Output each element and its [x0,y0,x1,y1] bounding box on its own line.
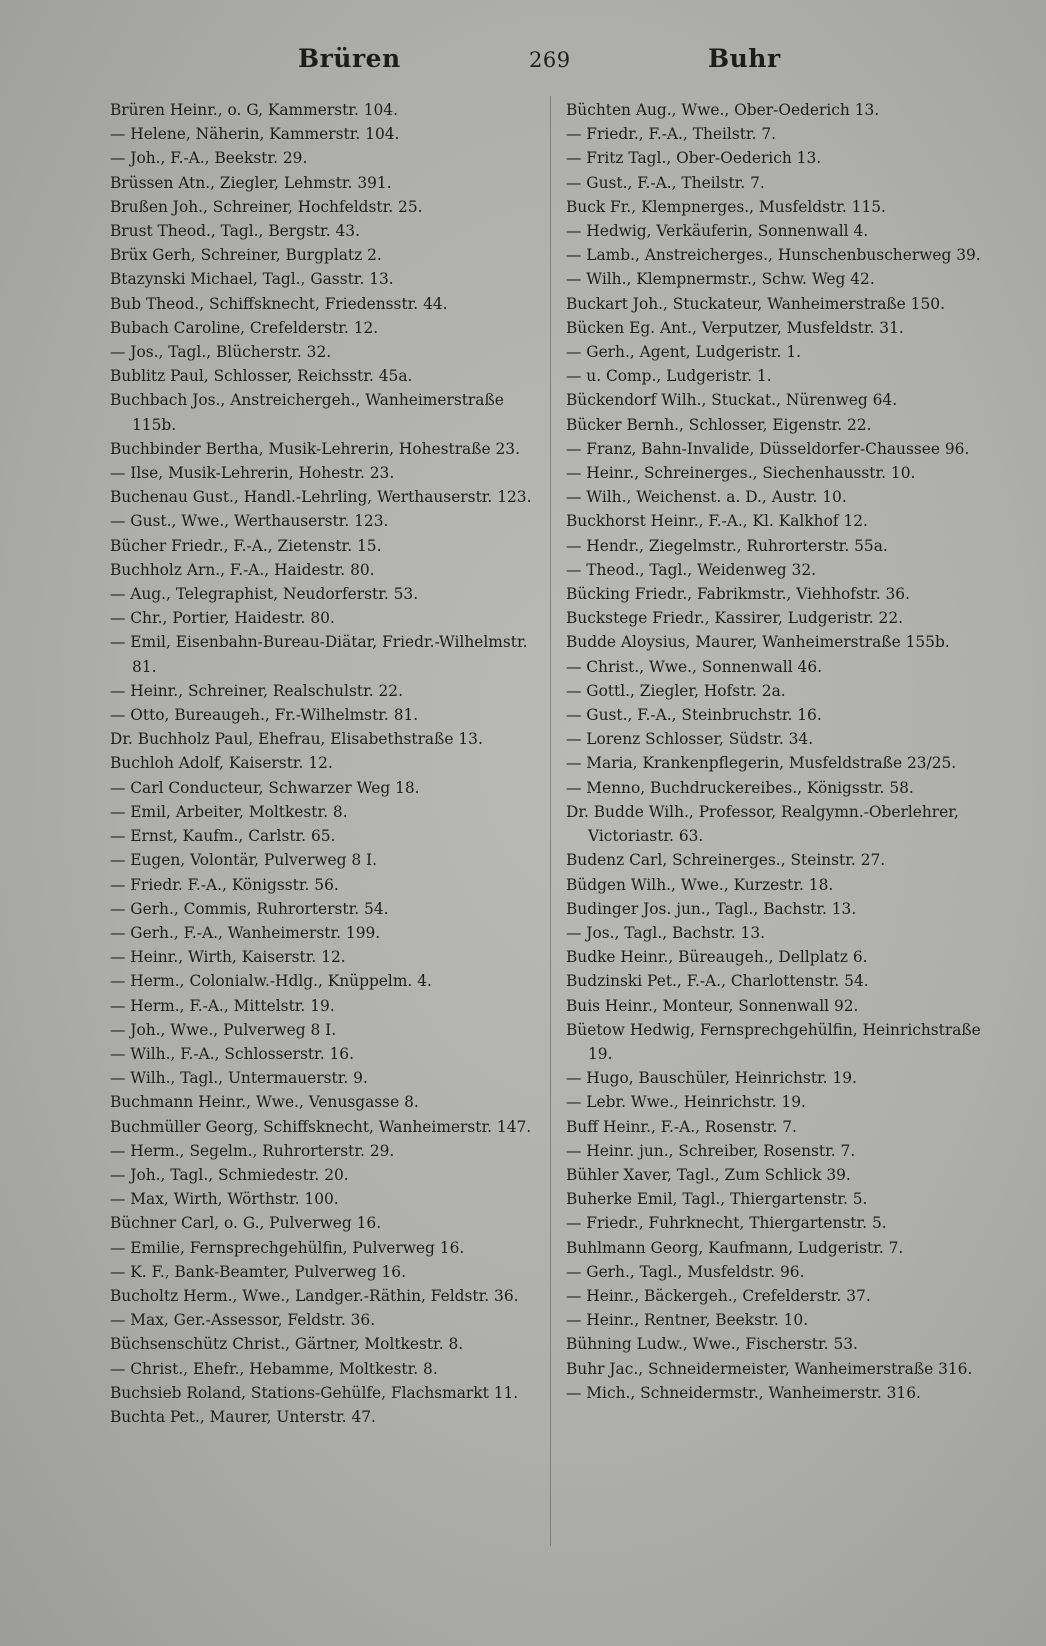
directory-entry: Brußen Joh., Schreiner, Hochfeldstr. 25. [110,197,423,216]
directory-entry: — Herm., Colonialw.-Hdlg., Knüppelm. 4. [110,972,432,991]
directory-entry: Buck Fr., Klempnerges., Musfeldstr. 115. [566,197,886,216]
directory-entry: Dr. Buchholz Paul, Ehefrau, Elisabethstraße 13. [110,730,483,749]
directory-entry: — Heinr. jun., Schreiber, Rosenstr. 7. [566,1141,856,1160]
directory-entry: — Max, Wirth, Wörthstr. 100. [110,1190,339,1209]
directory-entry: Brust Theod., Tagl., Bergstr. 43. [110,222,360,241]
running-head-first-name: Brüren [298,44,401,73]
directory-entry: Buchholz Arn., F.-A., Haidestr. 80. [110,560,375,579]
directory-entry: Bücher Friedr., F.-A., Zietenstr. 15. [110,536,382,555]
directory-entry: Büchsenschütz Christ., Gärtner, Moltkestr. 8. [110,1335,464,1354]
running-head-last-name: Buhr [708,44,781,73]
directory-entry: — u. Comp., Ludgeristr. 1. [566,367,772,386]
directory-entry: — Hugo, Bauschüler, Heinrichstr. 19. [566,1069,857,1088]
directory-entry: — Emil, Arbeiter, Moltkestr. 8. [110,802,348,821]
directory-entry: Buff Heinr., F.-A., Rosenstr. 7. [566,1117,797,1136]
right-column [566,98,991,1405]
directory-entry: Buherke Emil, Tagl., Thiergartenstr. 5. [566,1190,868,1209]
directory-entry: — Joh., F.-A., Beekstr. 29. [110,149,308,168]
directory-entry: — Friedr. F.-A., Königsstr. 56. [110,875,339,894]
directory-entry: — Gust., F.-A., Steinbruchstr. 16. [566,706,822,725]
directory-entry: — Gerh., Commis, Ruhrorterstr. 54. [110,899,389,918]
directory-entry: Btazynski Michael, Tagl., Gasstr. 13. [110,270,394,289]
directory-entry: Dr. Budde Wilh., Professor, Realgymn.-Oberlehrer, Victoriastr. 63. [566,802,959,846]
directory-entry: Buchsieb Roland, Stations-Gehülfe, Flachsmarkt 11. [110,1383,519,1402]
directory-entry: Buchbach Jos., Anstreichergeh., Wanheimerstraße 115b. [110,391,504,434]
directory-entry: Brüx Gerh, Schreiner, Burgplatz 2. [110,246,382,265]
directory-entry: Buckhorst Heinr., F.-A., Kl. Kalkhof 12. [566,512,868,531]
directory-entry: Bubach Caroline, Crefelderstr. 12. [110,318,379,337]
directory-entry: — Heinr., Wirth, Kaiserstr. 12. [110,948,346,967]
directory-entry: — Christ., Wwe., Sonnenwall 46. [566,657,823,676]
directory-entry: — Lorenz Schlosser, Südstr. 34. [566,730,814,749]
directory-entry: — Carl Conducteur, Schwarzer Weg 18. [110,778,420,797]
directory-entry: Bub Theod., Schiffsknecht, Friedensstr. 44. [110,294,448,313]
directory-entry: — Lamb., Anstreicherges., Hunschenbuscherweg 39. [566,246,981,265]
directory-entry: Budinger Jos. jun., Tagl., Bachstr. 13. [566,899,857,918]
directory-entry: Brüren Heinr., o. G, Kammerstr. 104. [110,101,398,119]
directory-entry: — Wilh., Klempnermstr., Schw. Weg 42. [566,270,875,289]
directory-entry: — Fritz Tagl., Ober-Oederich 13. [566,149,822,168]
directory-entry: Budke Heinr., Büreaugeh., Dellplatz 6. [566,948,868,967]
directory-entry: — Otto, Bureaugeh., Fr.-Wilhelmstr. 81. [110,706,419,725]
directory-entry: — Heinr., Schreinerges., Siechenhausstr. 10. [566,464,916,483]
directory-entry: — Friedr., F.-A., Theilstr. 7. [566,125,777,144]
directory-entry: Bücker Bernh., Schlosser, Eigenstr. 22. [566,415,872,434]
directory-entry: — Emil, Eisenbahn-Bureau-Diätar, Friedr.-Wilhelmstr. 81. [110,633,528,676]
directory-entry: — Jos., Tagl., Bachstr. 13. [566,923,766,942]
directory-entry: — Aug., Telegraphist, Neudorferstr. 53. [110,585,419,604]
directory-entry: — Joh., Wwe., Pulverweg 8 I. [110,1020,337,1039]
directory-entry: — Gerh., F.-A., Wanheimerstr. 199. [110,923,381,942]
directory-entry: — Hedwig, Verkäuferin, Sonnenwall 4. [566,222,869,241]
directory-entry: Buhr Jac., Schneidermeister, Wanheimerstraße 316. [566,1359,973,1378]
directory-entry: Bublitz Paul, Schlosser, Reichsstr. 45a. [110,367,413,386]
directory-entry: Büdgen Wilh., Wwe., Kurzestr. 18. [566,875,834,894]
directory-entry: — Gust., Wwe., Werthauserstr. 123. [110,512,389,531]
directory-entry: Buis Heinr., Monteur, Sonnenwall 92. [566,996,859,1015]
directory-entry: Buckart Joh., Stuckateur, Wanheimerstraße 150. [566,294,945,313]
directory-entry: — Mich., Schneidermstr., Wanheimerstr. 316. [566,1383,921,1402]
directory-entry: — Emilie, Fernsprechgehülfin, Pulverweg 16. [110,1238,465,1257]
directory-entry: Buchbinder Bertha, Musik-Lehrerin, Hohestraße 23. [110,439,520,458]
directory-entry: — Maria, Krankenpflegerin, Musfeldstraße 23/25. [566,754,957,773]
directory-entry: — Wilh., Weichenst. a. D., Austr. 10. [566,488,847,507]
directory-entry: — Ilse, Musik-Lehrerin, Hohestr. 23. [110,464,395,483]
directory-entry: Büetow Hedwig, Fernsprechgehülfin, Heinrichstraße 19. [566,1020,981,1063]
directory-entry: — Menno, Buchdruckereibes., Königsstr. 58. [566,778,914,797]
directory-entry: Bückendorf Wilh., Stuckat., Nürenweg 64. [566,391,898,410]
directory-entry: — Max, Ger.-Assessor, Feldstr. 36. [110,1311,376,1330]
directory-entry: — Wilh., F.-A., Schlosserstr. 16. [110,1044,354,1063]
directory-entry: — Herm., Segelm., Ruhrorterstr. 29. [110,1141,395,1160]
directory-entry: Buchloh Adolf, Kaiserstr. 12. [110,754,333,773]
directory-entry: — Gust., F.-A., Theilstr. 7. [566,173,765,192]
directory-entry: — Ernst, Kaufm., Carlstr. 65. [110,827,336,846]
directory-entry: Büchten Aug., Wwe., Ober-Oederich 13. [566,101,880,119]
directory-entry: — Herm., F.-A., Mittelstr. 19. [110,996,335,1015]
directory-entry: Bühning Ludw., Wwe., Fischerstr. 53. [566,1335,858,1354]
directory-entry: Bucholtz Herm., Wwe., Landger.-Räthin, Feldstr. 36. [110,1286,519,1305]
directory-entry: Buchmüller Georg, Schiffsknecht, Wanheimerstr. 147. [110,1117,532,1136]
directory-entry: Budenz Carl, Schreinerges., Steinstr. 27. [566,851,886,870]
directory-entry: — Lebr. Wwe., Heinrichstr. 19. [566,1093,806,1112]
directory-entry: Budde Aloysius, Maurer, Wanheimerstraße 155b. [566,633,950,652]
directory-entry: — Gerh., Agent, Ludgeristr. 1. [566,343,802,362]
directory-entry: — Jos., Tagl., Blücherstr. 32. [110,343,332,362]
directory-entry: — Hendr., Ziegelmstr., Ruhrorterstr. 55a. [566,536,888,555]
directory-entry: — Helene, Näherin, Kammerstr. 104. [110,125,400,144]
directory-entry: — Heinr., Bäckergeh., Crefelderstr. 37. [566,1286,871,1305]
directory-entry: — Gottl., Ziegler, Hofstr. 2a. [566,681,786,700]
directory-entry: Buchta Pet., Maurer, Unterstr. 47. [110,1407,376,1426]
directory-entry: Buchenau Gust., Handl.-Lehrling, Werthauserstr. 123. [110,488,532,507]
directory-entry: — Christ., Ehefr., Hebamme, Moltkestr. 8. [110,1359,438,1378]
column-divider [550,96,551,1546]
directory-entry: Brüssen Atn., Ziegler, Lehmstr. 391. [110,173,392,192]
page-number: 269 [529,48,571,72]
directory-entry: Bücken Eg. Ant., Verputzer, Musfeldstr. 31. [566,318,904,337]
left-column [110,98,532,1429]
directory-entry: — Friedr., Fuhrknecht, Thiergartenstr. 5. [566,1214,887,1233]
directory-entry: Bühler Xaver, Tagl., Zum Schlick 39. [566,1165,851,1184]
directory-entry: Büchner Carl, o. G., Pulverweg 16. [110,1214,382,1233]
directory-entry: — Chr., Portier, Haidestr. 80. [110,609,335,628]
directory-entry: — K. F., Bank-Beamter, Pulverweg 16. [110,1262,406,1281]
directory-entry: — Eugen, Volontär, Pulverweg 8 I. [110,851,377,870]
directory-entry: Buhlmann Georg, Kaufmann, Ludgeristr. 7. [566,1238,904,1257]
directory-entry: — Franz, Bahn-Invalide, Düsseldorfer-Chaussee 96. [566,439,970,458]
directory-entry: Bücking Friedr., Fabrikmstr., Viehhofstr. 36. [566,585,910,604]
directory-entry: — Heinr., Schreiner, Realschulstr. 22. [110,681,403,700]
directory-entry: — Wilh., Tagl., Untermauerstr. 9. [110,1069,368,1088]
directory-entry: — Theod., Tagl., Weidenweg 32. [566,560,817,579]
directory-entry: Buchmann Heinr., Wwe., Venusgasse 8. [110,1093,419,1112]
directory-entry: — Gerh., Tagl., Musfeldstr. 96. [566,1262,805,1281]
directory-entry: Buckstege Friedr., Kassirer, Ludgeristr. 22. [566,609,904,628]
directory-entry: — Heinr., Rentner, Beekstr. 10. [566,1311,809,1330]
directory-entry: Budzinski Pet., F.-A., Charlottenstr. 54. [566,972,869,991]
directory-entry: — Joh., Tagl., Schmiedestr. 20. [110,1165,349,1184]
